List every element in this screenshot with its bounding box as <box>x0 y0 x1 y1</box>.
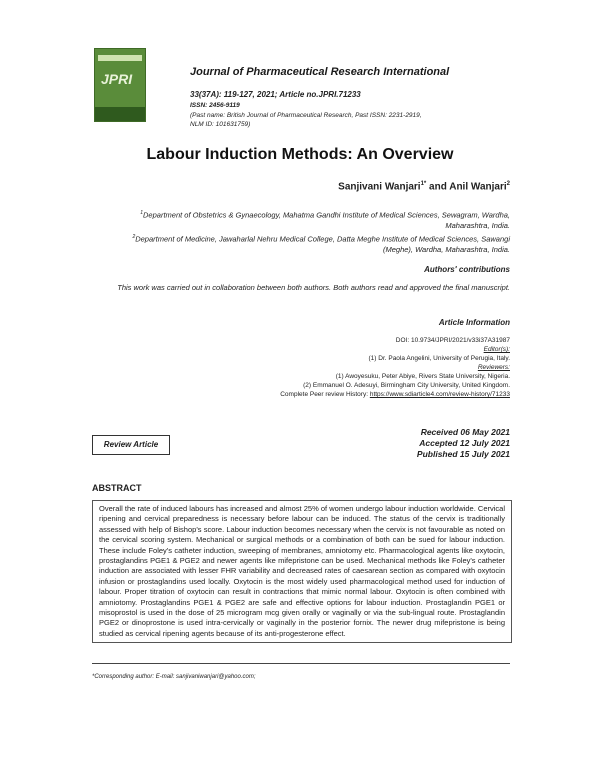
review-history-link[interactable]: https://www.sdiarticle4.com/review-history/71233 <box>369 391 510 398</box>
published-date: Published 15 July 2021 <box>416 449 510 459</box>
past-name-line: (Past name: British Journal of Pharmaceutical Research, Past ISSN: 2231-2919, <box>190 112 422 119</box>
issn: ISSN: 2456-9119 <box>190 102 240 109</box>
cover-footer-band <box>95 107 145 121</box>
cover-logo: JPRI <box>101 71 133 87</box>
article-info <box>90 336 510 399</box>
affiliations <box>110 208 510 255</box>
paper-title: Labour Induction Methods: An Overview <box>146 146 454 163</box>
received-date: Received 06 May 2021 <box>420 427 510 437</box>
affiliation-2 <box>110 232 510 256</box>
nlm-id: NLM ID: 101631759) <box>190 121 251 128</box>
editors-label: Editor(s): <box>483 346 510 353</box>
past-name <box>190 111 490 129</box>
dates <box>417 427 510 460</box>
review-history-label: Complete Peer review History: <box>280 391 370 398</box>
authors <box>338 181 510 192</box>
affiliation-1 <box>110 208 510 232</box>
doi: DOI: 10.9734/JPRI/2021/v33i37A31987 <box>395 337 510 344</box>
abstract-text: Overall the rate of induced labours has increased and almost 25% of women undergo labour induction worldwide. Cervical ripening and cervical preparedness is necessary before labour can be induced. The status of the cervix is traditionally assessed with help of Bishop's score. Labour induction becomes necessary when the cervix is not favourable as noted on the cervical scoring system. Mechanical or surgical methods or a combination of both can be sued for labour induction. These include Foley's catheter induction, sweeping of membranes, amniotomy etc. Pharmacological agents like oxytocin, prostaglandins PGE1 & PGE2 and newer agents like mifepristone can be used. Mechanical methods like Foley's catheter induction are associated with lesser FHR variability and decreased rates of caesarean section as compared with oxytocin infusion or prostaglandins used locally. Oxytocin is the most widely used pharmacological method used for induction of labour. Proper titration of oxytocin can result in contractions that mimic normal labour. Oxytocin is often combined with amniotomy. Prostaglandins PGE1 & PGE2 are safe and effective options for labour induction. Prostaglandin PGE1 or misoprostol is used in the dose of 25 microgram mcg given orally or vaginally or via the sub-lingual route. Prostaglandin PGE2 or dinoprostone is used intra-cervically or vaginally in the posterior fornix. The newer drug mifepristone is being studied as cervical ripening agents because of its anti-progesterone effect. <box>92 500 512 643</box>
contrib-heading: Authors' contributions <box>424 265 510 274</box>
accepted-date: Accepted 12 July 2021 <box>419 438 510 448</box>
journal-name: Journal of Pharmaceutical Research International <box>190 66 450 78</box>
reviewer-1: (1) Awoyesuku, Peter Abiye, Rivers State University, Nigeria. <box>335 373 510 380</box>
affiliation-1-text: Department of Obstetrics & Gynaecology, Mahatma Gandhi Institute of Medical Sciences, Sewagram, Wardha, Maharashtra, India. <box>143 210 510 230</box>
affiliation-2-sup: 2 <box>132 233 136 240</box>
author-2: and Anil Wanjari <box>426 181 507 193</box>
reviewer-2: (2) Emmanuel O. Adesuyi, Birmingham City University, United Kingdom. <box>303 382 510 389</box>
abstract-heading: ABSTRACT <box>92 483 142 493</box>
author-1: Sanjivani Wanjari <box>338 181 421 193</box>
volume-info: 33(37A): 119-127, 2021; Article no.JPRI.71233 <box>190 90 361 99</box>
corresponding-author-footnote: *Corresponding author: E-mail: sanjivaniwanjari@yahoo.com; <box>92 674 256 680</box>
cover-title-band <box>98 55 142 61</box>
affiliation-1-sup: 1 <box>140 210 144 216</box>
journal-cover-image <box>94 48 146 122</box>
editor-1: (1) Dr. Paola Angelini, University of Perugia, Italy. <box>368 355 510 362</box>
author-2-sup: 2 <box>506 181 510 187</box>
article-info-heading: Article Information <box>438 318 510 327</box>
author-1-sup: 1* <box>420 181 427 187</box>
review-history <box>90 390 510 399</box>
article-type-badge: Review Article <box>92 435 170 455</box>
footnote-divider <box>92 663 510 664</box>
contrib-text: This work was carried out in collaboration between both authors. Both authors read and approved the final manuscript. <box>117 283 510 292</box>
reviewers-label: Reviewers: <box>477 364 510 371</box>
affiliation-2-text: Department of Medicine, Jawaharlal Nehru Medical College, Datta Meghe Institute of Medical Sciences, Sawangi (Meghe), Wardha, Maharashtra, India. <box>135 234 510 254</box>
